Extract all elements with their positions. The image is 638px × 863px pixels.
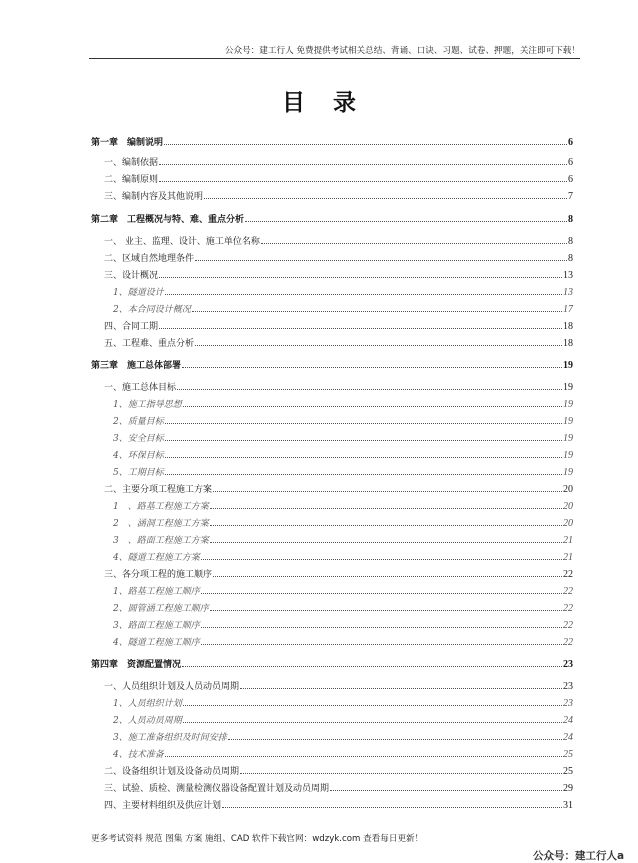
toc-entry-label: 2、质量目标 (113, 417, 164, 427)
toc-entry-label: 1、人员组织计划 (113, 699, 182, 709)
toc-entry-page: 23 (563, 681, 573, 692)
toc-entry-label: 第一章 编制说明 (91, 138, 164, 148)
toc-leader-dots (245, 221, 567, 222)
toc-entry-chapter[interactable] (91, 137, 573, 149)
toc-entry-label: 二、区域自然地理条件 (104, 254, 195, 264)
toc-entry-sub[interactable] (113, 518, 573, 530)
toc-leader-dots (159, 181, 567, 182)
toc-entry-label: 3、施工准备组织及时间安排 (113, 733, 227, 743)
toc-entry-label: 三、设计概况 (104, 271, 159, 281)
toc-leader-dots (165, 440, 562, 441)
toc-entry-page: 22 (563, 569, 573, 580)
toc-entry-page: 7 (568, 191, 573, 202)
toc-entry-page: 13 (563, 287, 573, 298)
toc-entry-page: 25 (563, 766, 573, 777)
toc-leader-dots (210, 525, 562, 526)
toc-entry-page: 8 (568, 236, 573, 247)
toc-entry-page: 22 (563, 586, 573, 597)
toc-title: 目录 (282, 89, 384, 116)
toc-entry-page: 19 (563, 382, 573, 393)
toc-leader-dots (165, 474, 562, 475)
toc-leader-dots (159, 328, 562, 329)
toc-entry-label: 一、人员组织计划及人员动员周期 (104, 682, 240, 692)
toc-entry-sub[interactable] (113, 399, 573, 411)
toc-leader-dots (195, 345, 562, 346)
toc-leader-dots (195, 260, 567, 261)
toc-leader-dots (165, 294, 562, 295)
toc-leader-dots (159, 277, 562, 278)
toc-leader-dots (177, 389, 562, 390)
toc-leader-dots (201, 559, 562, 560)
toc-entry-page: 25 (563, 749, 573, 760)
toc-entry-label: 五、工程难、重点分析 (104, 339, 195, 349)
toc-entry-label: 4、隧道工程施工顺序 (113, 638, 200, 648)
toc-leader-dots (182, 666, 562, 667)
toc-entry-label: 二、主要分项工程施工方案 (104, 485, 213, 495)
toc-leader-dots (183, 722, 562, 723)
toc-entry-page: 6 (568, 137, 573, 148)
toc-leader-dots (165, 457, 562, 458)
toc-entry-sub[interactable] (113, 732, 573, 744)
toc-leader-dots (210, 542, 562, 543)
toc-leader-dots (261, 243, 567, 244)
toc-entry-label: 第四章 资源配置情况 (91, 660, 182, 670)
toc-entry-section[interactable] (104, 766, 573, 778)
toc-entry-label: 第三章 施工总体部署 (91, 361, 182, 371)
toc-entry-page: 19 (563, 399, 573, 410)
toc-leader-dots (210, 508, 562, 509)
toc-entry-page: 21 (563, 535, 573, 546)
toc-entry-page: 17 (563, 304, 573, 315)
toc-leader-dots (240, 773, 562, 774)
toc-leader-dots (330, 790, 562, 791)
toc-entry-sub[interactable] (113, 749, 573, 761)
toc-leader-dots (222, 807, 562, 808)
toc-entry-sub[interactable] (113, 433, 573, 445)
toc-entry-label: 1、隧道设计 (113, 288, 164, 298)
toc-entry-page: 8 (568, 253, 573, 264)
toc-entry-page: 22 (563, 637, 573, 648)
toc-entry-sub[interactable] (113, 715, 573, 727)
toc-entry-page: 13 (563, 270, 573, 281)
toc-entry-section[interactable] (104, 800, 573, 812)
toc-entry-sub[interactable] (113, 501, 573, 513)
toc-entry-section[interactable] (104, 382, 573, 394)
toc-entry-sub[interactable] (113, 287, 573, 299)
toc-leader-dots (183, 705, 562, 706)
footer-note: 更多考试资料 规范 图集 方案 施组、CAD 软件下载官网：wdzyk.com 查看每日更新！ (91, 834, 424, 844)
toc-entry-section[interactable] (104, 321, 573, 333)
toc-entry-label: 四、合同工期 (104, 322, 159, 332)
toc-entry-sub[interactable] (113, 467, 573, 479)
toc-entry-label: 三、各分项工程的施工顺序 (104, 570, 213, 580)
toc-entry-sub[interactable] (113, 603, 573, 615)
toc-entry-label: 2、人员动员周期 (113, 716, 182, 726)
toc-entry-sub[interactable] (113, 637, 573, 649)
toc-leader-dots (192, 311, 562, 312)
toc-entry-sub[interactable] (113, 450, 573, 462)
toc-entry-page: 6 (568, 174, 573, 185)
toc-leader-dots (204, 198, 567, 199)
toc-entry-page: 19 (563, 467, 573, 478)
toc-entry-page: 20 (563, 518, 573, 529)
toc-entry-label: 5、工期目标 (113, 468, 164, 478)
toc-leader-dots (213, 576, 562, 577)
toc-entry-page: 31 (563, 800, 573, 811)
toc-entry-page: 18 (563, 321, 573, 332)
toc-leader-dots (165, 756, 562, 757)
toc-entry-label: 一、编制依据 (104, 158, 159, 168)
toc-entry-section[interactable] (104, 270, 573, 282)
toc-entry-label: 2 、涵洞工程施工方案 (113, 519, 209, 529)
toc-entry-page: 29 (563, 783, 573, 794)
toc-entry-section[interactable] (104, 681, 573, 693)
toc-leader-dots (164, 144, 567, 145)
toc-leader-dots (213, 491, 562, 492)
toc-entry-label: 一、施工总体目标 (104, 383, 177, 393)
toc-entry-label: 四、主要材料组织及供应计划 (104, 801, 222, 811)
toc-entry-page: 19 (563, 416, 573, 427)
toc-entry-page: 8 (568, 214, 573, 225)
toc-entry-label: 4、环保目标 (113, 451, 164, 461)
toc-entry-chapter[interactable] (91, 360, 573, 372)
toc-leader-dots (182, 367, 562, 368)
toc-entry-label: 第二章 工程概况与特、难、重点分析 (91, 215, 245, 225)
toc-entry-page: 20 (563, 484, 573, 495)
toc-leader-dots (240, 688, 562, 689)
toc-entry-page: 24 (563, 732, 573, 743)
toc-leader-dots (183, 406, 562, 407)
toc-entry-page: 6 (568, 157, 573, 168)
toc-entry-sub[interactable] (113, 552, 573, 564)
toc-entry-label: 1 、路基工程施工方案 (113, 502, 209, 512)
toc-entry-label: 二、编制原则 (104, 175, 159, 185)
toc-entry-chapter[interactable] (91, 214, 573, 226)
toc-entry-page: 18 (563, 338, 573, 349)
toc-entry-chapter[interactable] (91, 659, 573, 671)
toc-entry-label: 1、施工指导思想 (113, 400, 182, 410)
toc-entry-page: 23 (563, 659, 573, 670)
toc-entry-page: 19 (563, 450, 573, 461)
watermark: 公众号：建工行人a (533, 850, 625, 862)
toc-entry-label: 1、路基工程施工顺序 (113, 587, 200, 597)
toc-entry-section[interactable] (104, 236, 573, 248)
toc-entry-section[interactable] (104, 174, 573, 186)
toc-entry-page: 22 (563, 620, 573, 631)
toc-entry-label: 3 、路面工程施工方案 (113, 536, 209, 546)
toc-entry-label: 2、本合同设计概况 (113, 305, 191, 315)
toc-leader-dots (201, 627, 562, 628)
toc-entry-label: 三、编制内容及其他说明 (104, 192, 204, 202)
toc-entry-sub[interactable] (113, 416, 573, 428)
toc-entry-page: 24 (563, 715, 573, 726)
toc-leader-dots (165, 423, 562, 424)
toc-entry-sub[interactable] (113, 535, 573, 547)
toc-entry-label: 2、圆管涵工程施工顺序 (113, 604, 209, 614)
toc-entry-label: 3、路面工程施工顺序 (113, 621, 200, 631)
toc-entry-label: 三、试验、质检、测量检测仪器设备配置计划及动员周期 (104, 784, 330, 794)
toc-entry-section[interactable] (104, 338, 573, 350)
toc-entry-page: 20 (563, 501, 573, 512)
toc-entry-page: 21 (563, 552, 573, 563)
toc-leader-dots (201, 644, 562, 645)
toc-leader-dots (201, 593, 562, 594)
toc-entry-section[interactable] (104, 783, 573, 795)
toc-entry-sub[interactable] (113, 620, 573, 632)
toc-entry-label: 4、技术准备 (113, 750, 164, 760)
toc-leader-dots (159, 164, 567, 165)
toc-entry-section[interactable] (104, 484, 573, 496)
toc-entry-label: 一、 业主、监理、设计、施工单位名称 (104, 237, 260, 247)
toc-entry-page: 19 (563, 433, 573, 444)
toc-entry-label: 4、隧道工程施工方案 (113, 553, 200, 563)
header-note: 公众号：建工行人 免费提供考试相关总结、背诵、口诀、习题、试卷、押题，关注即可下载！ (224, 46, 580, 56)
toc-entry-section[interactable] (104, 253, 573, 265)
toc-entry-page: 19 (563, 360, 573, 371)
toc-entry-label: 3、安全目标 (113, 434, 164, 444)
toc-entry-sub[interactable] (113, 698, 573, 710)
toc-leader-dots (228, 739, 562, 740)
toc-entry-page: 23 (563, 698, 573, 709)
toc-entry-section[interactable] (104, 157, 573, 169)
toc-leader-dots (210, 610, 562, 611)
toc-entry-page: 22 (563, 603, 573, 614)
toc-entry-sub[interactable] (113, 586, 573, 598)
toc-entry-label: 二、设备组织计划及设备动员周期 (104, 767, 240, 777)
toc-entry-section[interactable] (104, 569, 573, 581)
toc-entry-section[interactable] (104, 191, 573, 203)
toc-entry-sub[interactable] (113, 304, 573, 316)
